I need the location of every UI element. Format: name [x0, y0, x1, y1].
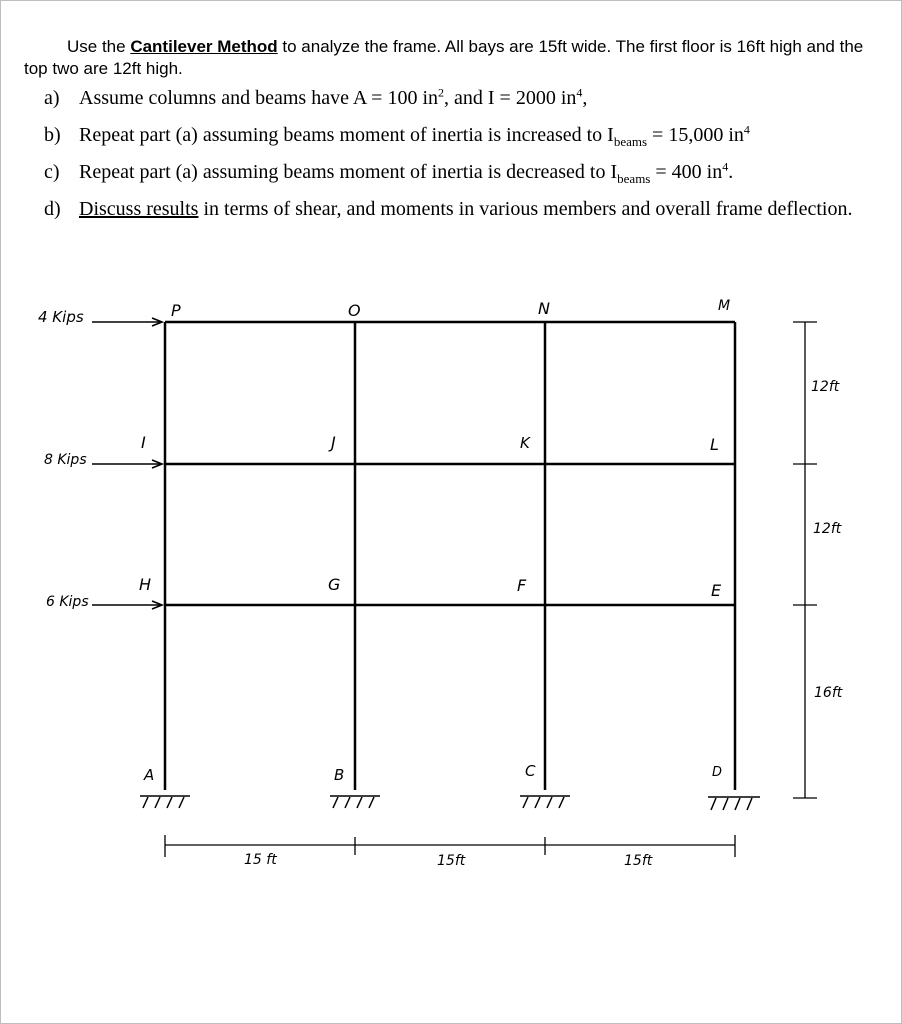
node-label-F: F	[517, 576, 527, 595]
part-a: a) Assume columns and beams have A = 100 $in^2$, and I = 2000 $in^4$,	[44, 85, 588, 109]
load-label-third: 8 Kips	[44, 452, 87, 468]
story-dim-bottom: 16ft	[814, 685, 843, 701]
fixed-support-A	[140, 796, 190, 808]
node-label-C: C	[525, 762, 536, 780]
bay-dim-2: 15ft	[437, 853, 466, 869]
part-d: d) Discuss results in terms of shear, and moments in various members and overall frame deflection.	[44, 198, 853, 220]
story-dim-top: 12ft	[811, 379, 840, 395]
node-label-O: O	[348, 301, 361, 320]
story-dim-middle: 12ft	[813, 521, 842, 537]
node-label-D: D	[712, 765, 723, 780]
part-b: b) Repeat part (a) assuming beams moment of inertia is increased to $I_{beams} = 15,000$ $in^4$	[44, 122, 750, 149]
node-label-L: L	[710, 435, 719, 454]
load-label-roof: 4 Kips	[38, 308, 84, 326]
fixed-support-D	[708, 797, 760, 810]
node-label-I: I	[141, 433, 146, 452]
node-label-A: A	[144, 766, 155, 784]
problem-statement: Use the Cantilever Method to analyze the frame. All bays are 15ft wide. The first floor is 16ft high and the top two are 12ft high.	[24, 37, 864, 78]
node-label-B: B	[334, 766, 345, 784]
node-label-H: H	[139, 575, 152, 594]
method-keyword: Cantilever Method	[130, 37, 278, 56]
node-label-E: E	[711, 581, 722, 600]
bay-dim-3: 15ft	[624, 853, 653, 869]
fixed-support-B	[330, 796, 380, 808]
node-label-P: P	[171, 301, 181, 320]
bay-dim-1: 15 ft	[244, 852, 277, 868]
node-label-M: M	[718, 298, 731, 314]
node-label-N: N	[538, 299, 550, 318]
part-c: c) Repeat part (a) assuming beams moment of inertia is decreased to $I_{beams} = 400$ $in^4$.	[44, 159, 734, 186]
node-label-G: G	[328, 575, 341, 594]
fixed-support-C	[520, 796, 570, 808]
node-label-J: J	[331, 433, 336, 452]
load-label-second: 6 Kips	[46, 594, 89, 610]
node-label-K: K	[520, 434, 530, 452]
